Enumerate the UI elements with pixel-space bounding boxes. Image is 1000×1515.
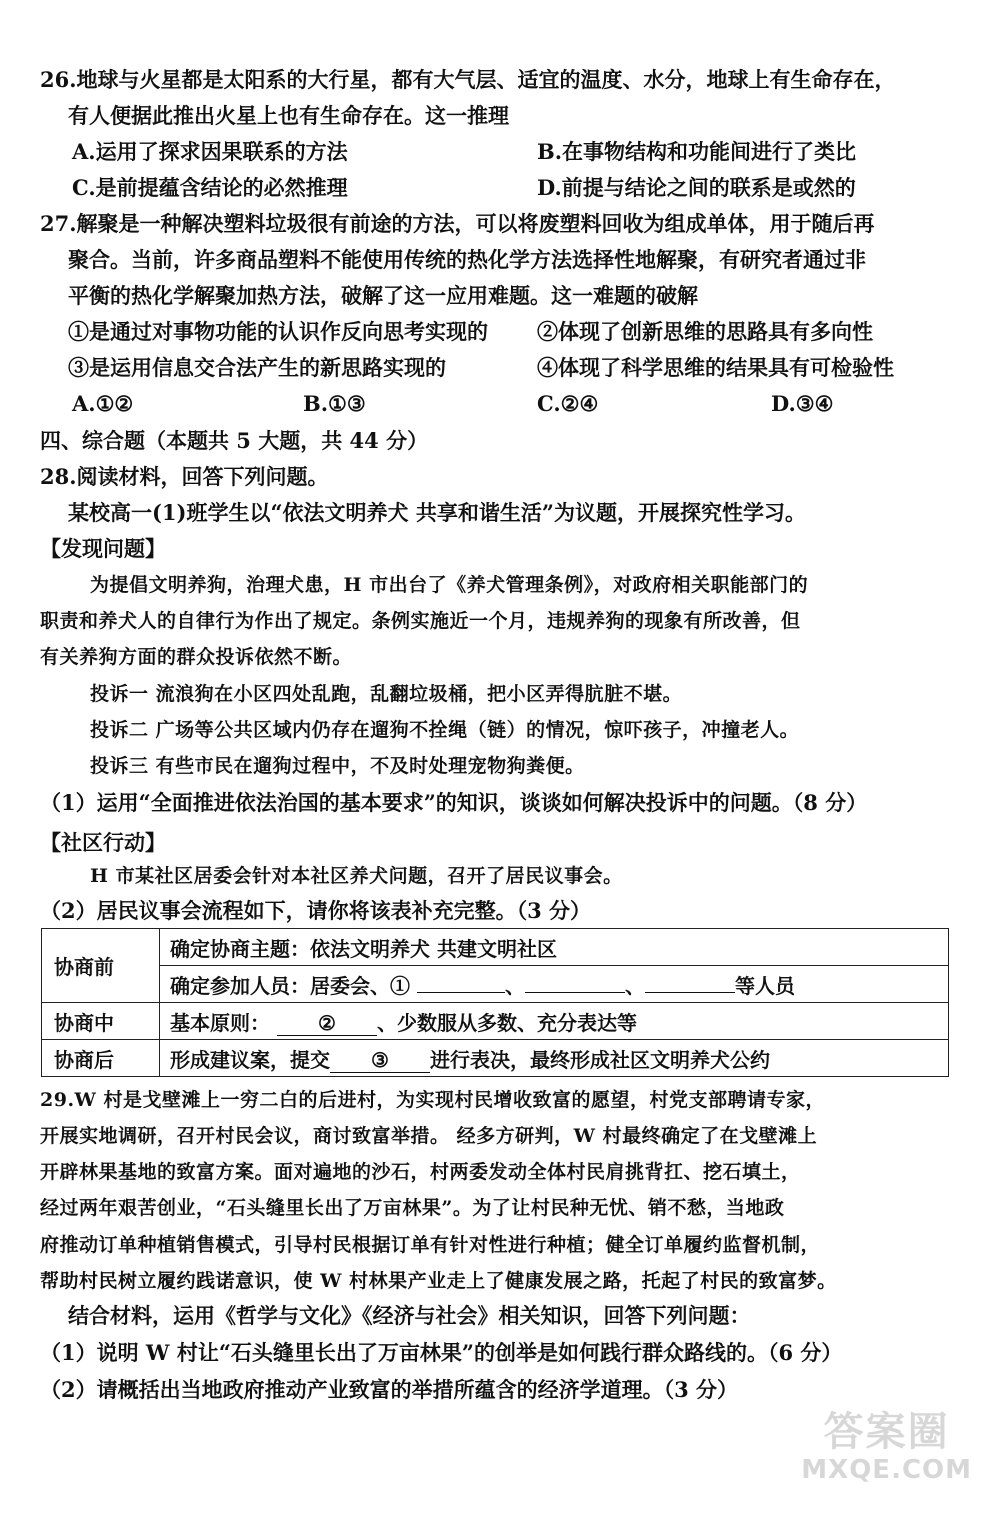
result-suffix: 进行表决，最终形成社区文明养犬公约 bbox=[430, 1047, 770, 1072]
q29-material-line2: 开展实地调研，召开村民会议，商讨致富举措。 经多方研判，W 村最终确定了在戈壁滩上 bbox=[40, 1125, 818, 1147]
q28-stem: 28.阅读材料，回答下列问题。 bbox=[40, 464, 329, 489]
stage-after: 协商后 bbox=[42, 1040, 160, 1077]
q28-question-1: （1）运用“全面推进依法治国的基本要求”的知识，谈谈如何解决投诉中的问题。（8 分） bbox=[40, 790, 868, 815]
q28-heading-find-problem: 【发现问题】 bbox=[40, 536, 166, 561]
q28-complaint-1: 投诉一 流浪狗在小区四处乱跑，乱翻垃圾桶，把小区弄得肮脏不堪。 bbox=[90, 683, 683, 705]
q29-material-line4: 经过两年艰苦创业，“石头缝里长出了万亩林果”。为了让村民种无忧、销不愁，当地政 bbox=[40, 1197, 785, 1219]
blank-1b bbox=[525, 992, 625, 993]
stage-before: 协商前 bbox=[42, 929, 160, 1003]
q26-option-c: C.是前提蕴含结论的必然推理 bbox=[72, 175, 348, 200]
q29-material-line5: 府推动订单种植销售模式，引导村民根据订单有针对性进行种植；健全订单履约监督机制， bbox=[40, 1234, 821, 1256]
q26-option-d: D.前提与结论之间的联系是或然的 bbox=[537, 175, 856, 200]
q27-statement-3: ③是运用信息交合法产生的新思路实现的 bbox=[68, 355, 446, 380]
blank-separator: 、 bbox=[624, 973, 645, 998]
q28-question-2: （2）居民议事会流程如下，请你将该表补充完整。（3 分） bbox=[40, 898, 592, 923]
q28-complaint-3: 投诉三 有些市民在遛狗过程中，不及时处理宠物狗粪便。 bbox=[90, 755, 585, 777]
q28-material-line2: 职责和养犬人的自律行为作出了规定。条例实施近一个月，违规养狗的现象有所改善，但 bbox=[40, 610, 801, 632]
q27-option-d: D.③④ bbox=[771, 391, 834, 416]
q27-statement-1: ①是通过对事物功能的认识作反向思考实现的 bbox=[68, 319, 488, 344]
blank-separator: 、 bbox=[504, 973, 525, 998]
q27-stem-line1: 27.解聚是一种解决塑料垃圾很有前途的方法，可以将废塑料回收为组成单体，用于随后再 bbox=[40, 211, 875, 236]
q28-complaint-2: 投诉二 广场等公共区域内仍存在遛狗不拴绳（链）的情况，惊吓孩子，冲撞老人。 bbox=[90, 719, 800, 741]
q29-material-line3: 开辟林果基地的致富方案。面对遍地的沙石，村两委发动全体村民肩挑背扛、挖石填土， bbox=[40, 1161, 801, 1183]
table-row bbox=[42, 966, 949, 1003]
topic-cell: 确定协商主题：依法文明养犬 共建文明社区 bbox=[160, 929, 949, 966]
table-row bbox=[42, 1040, 949, 1077]
principle-cell bbox=[160, 1003, 949, 1040]
participants-label: 确定参加人员：居委会、① bbox=[170, 973, 410, 998]
section-heading: 四、综合题（本题共 5 大题，共 44 分） bbox=[40, 428, 429, 453]
q26-option-b: B.在事物结构和功能间进行了类比 bbox=[537, 139, 857, 164]
table-row bbox=[42, 1003, 949, 1040]
blank-1c bbox=[645, 992, 735, 993]
q29-question-1: （1）说明 W 村让“石头缝里长出了万亩林果”的创举是如何践行群众路线的。（6 分） bbox=[40, 1340, 843, 1365]
watermark-logo bbox=[801, 1409, 972, 1485]
table-row bbox=[42, 929, 949, 966]
stage-during: 协商中 bbox=[42, 1003, 160, 1040]
participants-cell bbox=[160, 966, 949, 1003]
watermark-logo-text: 答案圈 bbox=[823, 1409, 950, 1455]
q27-statement-2: ②体现了创新思维的思路具有多向性 bbox=[537, 319, 873, 344]
q28-material-community: H 市某社区居委会针对本社区养犬问题，召开了居民议事会。 bbox=[90, 865, 623, 887]
blank-2: ② bbox=[277, 1011, 377, 1036]
result-label: 形成建议案，提交 bbox=[170, 1047, 330, 1072]
q27-option-c: C.②④ bbox=[537, 391, 599, 416]
consultation-process-table bbox=[41, 928, 949, 1077]
q26-stem-line2: 有人便据此推出火星上也有生命存在。这一推理 bbox=[68, 103, 509, 128]
principle-label: 基本原则： bbox=[170, 1010, 270, 1035]
result-cell bbox=[160, 1040, 949, 1077]
q27-option-b: B.①③ bbox=[303, 391, 366, 416]
blank-1a bbox=[417, 992, 505, 993]
q29-question-2: （2）请概括出当地政府推动产业致富的举措所蕴含的经济学道理。（3 分） bbox=[40, 1377, 739, 1402]
q28-material-line3: 有关养狗方面的群众投诉依然不断。 bbox=[40, 646, 353, 668]
q26-option-a: A.运用了探求因果联系的方法 bbox=[72, 139, 348, 164]
principle-suffix: 、少数服从多数、充分表达等 bbox=[376, 1010, 637, 1035]
q28-intro: 某校高一(1)班学生以“依法文明养犬 共享和谐生活”为议题，开展探究性学习。 bbox=[68, 500, 806, 525]
q29-lead: 结合材料，运用《哲学与文化》《经济与社会》相关知识，回答下列问题： bbox=[68, 1303, 751, 1328]
q29-material-line1: 29.W 村是戈壁滩上一穷二白的后进村，为实现村民增收致富的愿望，村党支部聘请专家， bbox=[40, 1089, 826, 1111]
q27-stem-line3: 平衡的热化学解聚加热方法，破解了这一应用难题。这一难题的破解 bbox=[68, 283, 698, 308]
blank-3: ③ bbox=[330, 1048, 430, 1073]
watermark-url: MXQE.COM bbox=[801, 1455, 972, 1485]
q28-heading-community-action: 【社区行动】 bbox=[40, 830, 166, 855]
q27-option-a: A.①② bbox=[72, 391, 134, 416]
q27-statement-4: ④体现了科学思维的结果具有可检验性 bbox=[537, 355, 894, 380]
q28-material-line1: 为提倡文明养狗，治理犬患，H 市出台了《养犬管理条例》，对政府相关职能部门的 bbox=[90, 574, 809, 596]
participants-suffix: 等人员 bbox=[734, 973, 795, 998]
q27-stem-line2: 聚合。当前，许多商品塑料不能使用传统的热化学方法选择性地解聚，有研究者通过非 bbox=[68, 247, 866, 272]
q29-material-line6: 帮助村民树立履约践诺意识，使 W 村林果产业走上了健康发展之路，托起了村民的致富梦。 bbox=[40, 1270, 837, 1292]
q26-stem-line1: 26.地球与火星都是太阳系的大行星，都有大气层、适宜的温度、水分，地球上有生命存在， bbox=[40, 67, 896, 92]
